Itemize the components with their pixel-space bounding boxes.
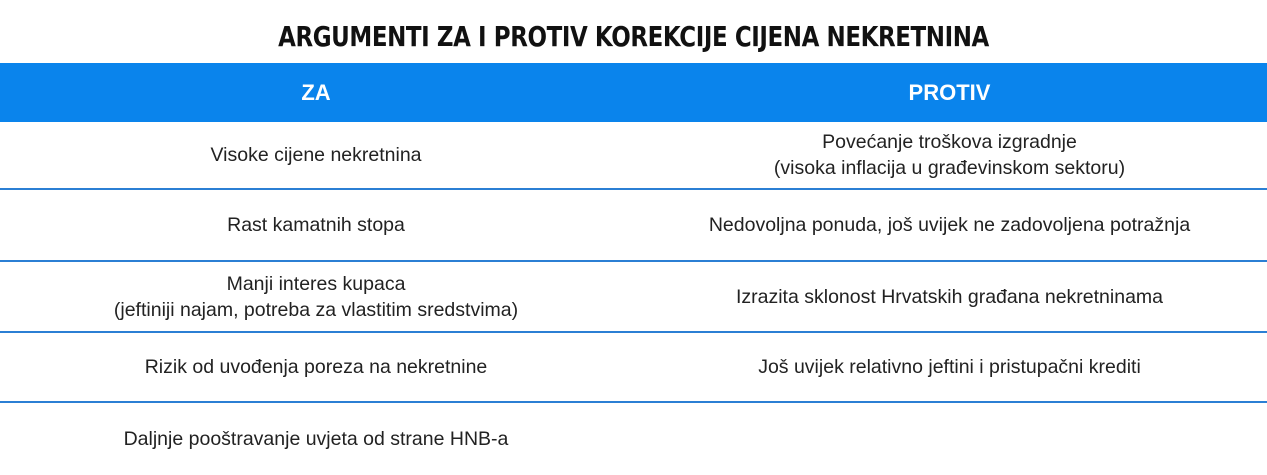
table-row: [0, 122, 1267, 190]
protiv-cell: [632, 129, 1267, 181]
za-cell: [0, 426, 632, 452]
za-cell: [0, 212, 632, 238]
protiv-cell: [632, 212, 1267, 238]
protiv-cell-line: Još uvijek relativno jeftini i pristupačni krediti: [758, 356, 1141, 378]
header-za: ZA: [301, 79, 331, 105]
protiv-cell: [632, 284, 1267, 310]
za-cell-line: Rast kamatnih stopa: [227, 214, 405, 236]
arguments-table: [0, 63, 1267, 475]
page-title: ARGUMENTI ZA I PROTIV KOREKCIJE CIJENA NEKRETNINA: [278, 20, 989, 53]
protiv-cell-line-2: (visoka inflacija u građevinskom sektoru): [773, 157, 1126, 179]
za-cell-line: Visoke cijene nekretnina: [210, 144, 422, 166]
header-protiv: PROTIV: [908, 79, 991, 105]
table-row: [0, 190, 1267, 262]
table-row: [0, 403, 1267, 475]
protiv-cell-line: Povećanje troškova izgradnje: [822, 131, 1077, 153]
protiv-cell: [632, 354, 1267, 380]
protiv-cell-line: Nedovoljna ponuda, još uvijek ne zadovoljena potražnja: [708, 214, 1191, 236]
protiv-cell-line: Izrazita sklonost Hrvatskih građana nekretninama: [735, 285, 1164, 308]
za-cell-line: Manji interes kupaca: [226, 272, 406, 295]
za-cell: [0, 271, 632, 323]
za-cell: [0, 142, 632, 168]
za-cell: [0, 354, 632, 380]
za-cell-line: Daljnje pooštravanje uvjeta od strane HNB-a: [123, 428, 509, 450]
za-cell-line: Rizik od uvođenja poreza na nekretnine: [144, 356, 488, 378]
table-header: [0, 63, 1267, 122]
table-row: [0, 333, 1267, 403]
table-row: [0, 262, 1267, 333]
za-cell-line-2: (jeftiniji najam, potreba za vlastitim sredstvima): [113, 298, 519, 321]
